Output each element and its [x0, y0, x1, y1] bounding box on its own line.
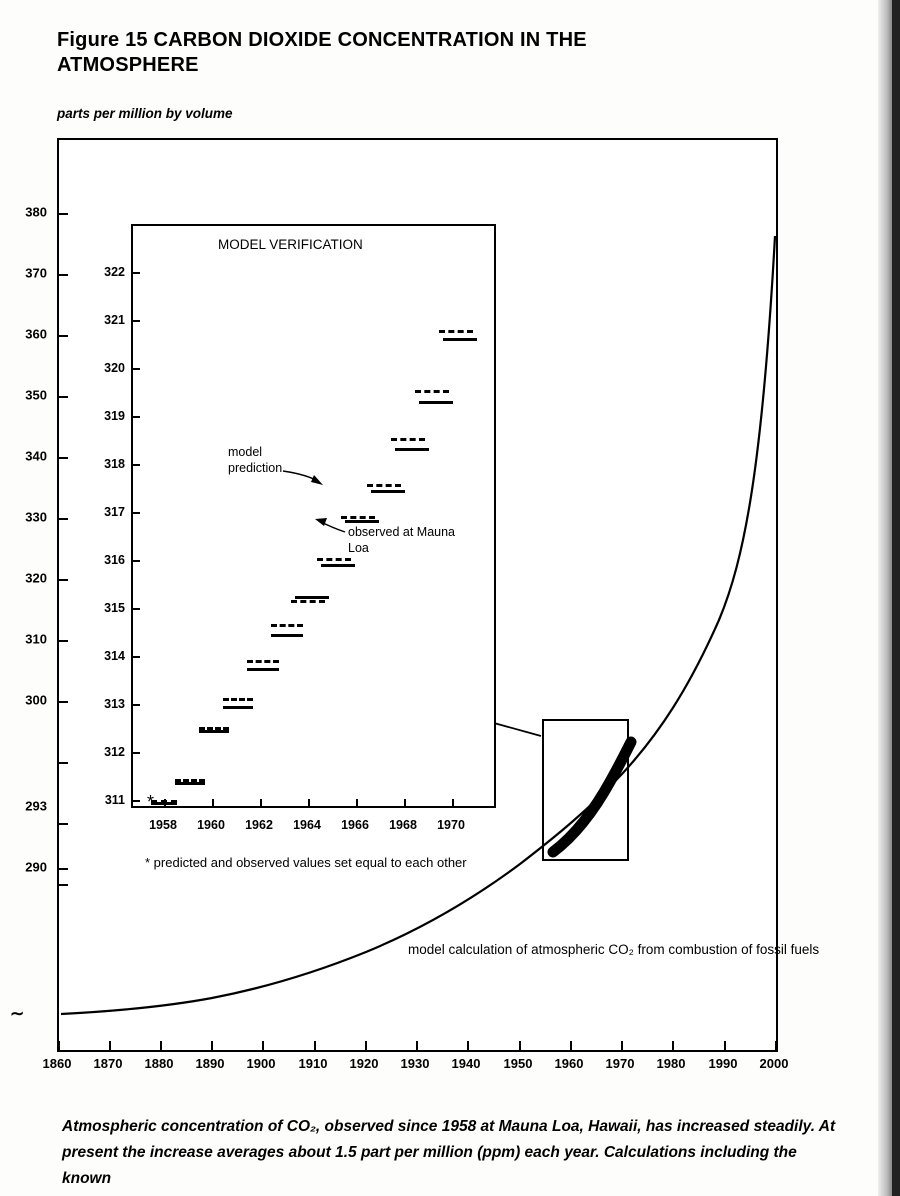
- inset-y-tick-label: 319: [104, 409, 125, 423]
- inset-observed-segment: [247, 668, 279, 671]
- inset-prediction-segment: [291, 600, 325, 603]
- inset-x-tick-mark: [356, 799, 358, 806]
- x-tick-label: 1980: [656, 1056, 686, 1071]
- inset-prediction-segment: [247, 660, 279, 663]
- inset-chart-model-verification: [131, 224, 496, 808]
- inset-x-tick-mark: [404, 799, 406, 806]
- inset-y-tick-label: 318: [104, 457, 125, 471]
- x-tick-label: 1960: [554, 1056, 584, 1071]
- inset-prediction-segment: [175, 779, 205, 782]
- inset-observed-segment: [321, 564, 355, 567]
- inset-y-tick-mark: [133, 320, 140, 322]
- inset-y-tick-label: 311: [104, 793, 125, 807]
- x-tick-label: 1860: [42, 1056, 72, 1071]
- observed-data-thick-segment: [553, 742, 631, 852]
- inset-observed-segment: [443, 338, 477, 341]
- x-tick-label: 1990: [708, 1056, 738, 1071]
- inset-prediction-segment: [151, 800, 177, 803]
- y-tick-label: 300: [25, 692, 47, 708]
- y-tick-label: 340: [25, 448, 47, 464]
- inset-x-tick-mark: [212, 799, 214, 806]
- inset-title: MODEL VERIFICATION: [218, 237, 363, 252]
- y-tick-label: 380: [25, 204, 47, 220]
- inset-observed-segment: [419, 401, 453, 404]
- inset-observed-segment: [371, 490, 405, 493]
- inset-x-tick-label: 1966: [341, 818, 369, 832]
- inset-x-tick-label: 1958: [149, 818, 177, 832]
- inset-observed-segment: [223, 706, 253, 709]
- x-tick-label: 1950: [503, 1056, 533, 1071]
- inset-y-tick-label: 314: [104, 649, 125, 663]
- inset-observed-segment: [345, 520, 379, 523]
- inset-y-tick-mark: [133, 272, 140, 274]
- inset-y-tick-label: 320: [104, 361, 125, 375]
- inset-prediction-segment: [271, 624, 303, 627]
- inset-prediction-segment: [199, 727, 229, 730]
- inset-y-tick-mark: [133, 512, 140, 514]
- inset-observed-label: observed at Mauna Loa: [348, 525, 456, 555]
- inset-y-tick-mark: [133, 416, 140, 418]
- inset-prediction-segment: [341, 516, 375, 519]
- inset-prediction-label: model prediction: [228, 445, 283, 475]
- y-tick-label: 293: [25, 798, 47, 814]
- model-calculation-annotation: model calculation of atmospheric CO₂ from combustion of fossil fuels: [408, 942, 820, 957]
- y-tick-label: 320: [25, 570, 47, 586]
- inset-y-tick-mark: [133, 464, 140, 466]
- y-axis-units-label: parts per million by volume: [57, 106, 233, 121]
- figure-caption: Atmospheric concentration of CO₂, observed since 1958 at Mauna Loa, Hawaii, has increased steadily. At present the increase averages about 1.5 part per million (ppm) each year. Calculations including the known: [62, 1118, 836, 1187]
- page-edge-dark-strip: [892, 0, 900, 1196]
- inset-y-tick-mark: [133, 656, 140, 658]
- inset-asterisk-marker: *: [147, 792, 155, 810]
- page-title: Figure 15 CARBON DIOXIDE CONCENTRATION IN THE ATMOSPHERE: [57, 29, 587, 76]
- x-tick-label: 1870: [93, 1056, 123, 1071]
- inset-prediction-segment: [415, 390, 449, 393]
- observed-leader-arrowhead: [315, 518, 327, 526]
- figure-footnote: * predicted and observed values set equal to each other: [145, 855, 467, 870]
- inset-prediction-segment: [367, 484, 401, 487]
- asterisk-marker: *: [548, 845, 556, 867]
- inset-x-tick-label: 1964: [293, 818, 321, 832]
- inset-x-tick-mark: [452, 799, 454, 806]
- inset-y-tick-label: 322: [104, 265, 125, 279]
- inset-x-tick-label: 1970: [437, 818, 465, 832]
- inset-y-tick-mark: [133, 368, 140, 370]
- inset-y-tick-label: 313: [104, 697, 125, 711]
- y-tick-label: 350: [25, 387, 47, 403]
- inset-y-tick-mark: [133, 608, 140, 610]
- inset-y-tick-label: 315: [104, 601, 125, 615]
- x-tick-label: 2000: [759, 1056, 789, 1071]
- x-tick-label: 1890: [195, 1056, 225, 1071]
- y-tick-label: 330: [25, 509, 47, 525]
- inset-observed-segment: [295, 596, 329, 599]
- y-tick-label: 370: [25, 265, 47, 281]
- x-tick-label: 1920: [349, 1056, 379, 1071]
- inset-observed-segment: [395, 448, 429, 451]
- inset-x-tick-label: 1968: [389, 818, 417, 832]
- inset-x-tick-mark: [308, 799, 310, 806]
- inset-x-tick-label: 1962: [245, 818, 273, 832]
- inset-annotations-svg: [133, 226, 498, 810]
- inset-y-tick-mark: [133, 704, 140, 706]
- y-tick-label: 360: [25, 326, 47, 342]
- x-tick-label: 1930: [400, 1056, 430, 1071]
- inset-prediction-segment: [391, 438, 425, 441]
- inset-y-tick-label: 321: [104, 313, 125, 327]
- inset-prediction-segment: [439, 330, 473, 333]
- inset-x-tick-mark: [260, 799, 262, 806]
- inset-y-tick-mark: [133, 800, 140, 802]
- inset-y-tick-label: 316: [104, 553, 125, 567]
- prediction-leader-arrowhead: [311, 475, 323, 485]
- inset-source-rectangle: [543, 720, 628, 860]
- inset-y-tick-mark: [133, 752, 140, 754]
- y-tick-label: 290: [25, 859, 47, 875]
- x-tick-label: 1970: [605, 1056, 635, 1071]
- x-tick-label: 1940: [451, 1056, 481, 1071]
- x-tick-label: 1910: [298, 1056, 328, 1071]
- inset-observed-segment: [199, 730, 229, 733]
- inset-x-tick-label: 1960: [197, 818, 225, 832]
- inset-observed-segment: [175, 782, 205, 785]
- observed-leader-line: [319, 521, 345, 532]
- x-tick-label: 1880: [144, 1056, 174, 1071]
- inset-y-tick-mark: [133, 560, 140, 562]
- inset-observed-segment: [271, 634, 303, 637]
- inset-y-tick-label: 317: [104, 505, 125, 519]
- inset-prediction-segment: [223, 698, 253, 701]
- axis-break-symbol: ∼: [10, 1004, 25, 1023]
- y-tick-label: 310: [25, 631, 47, 647]
- x-tick-label: 1900: [246, 1056, 276, 1071]
- inset-y-tick-label: 312: [104, 745, 125, 759]
- inset-prediction-segment: [317, 558, 351, 561]
